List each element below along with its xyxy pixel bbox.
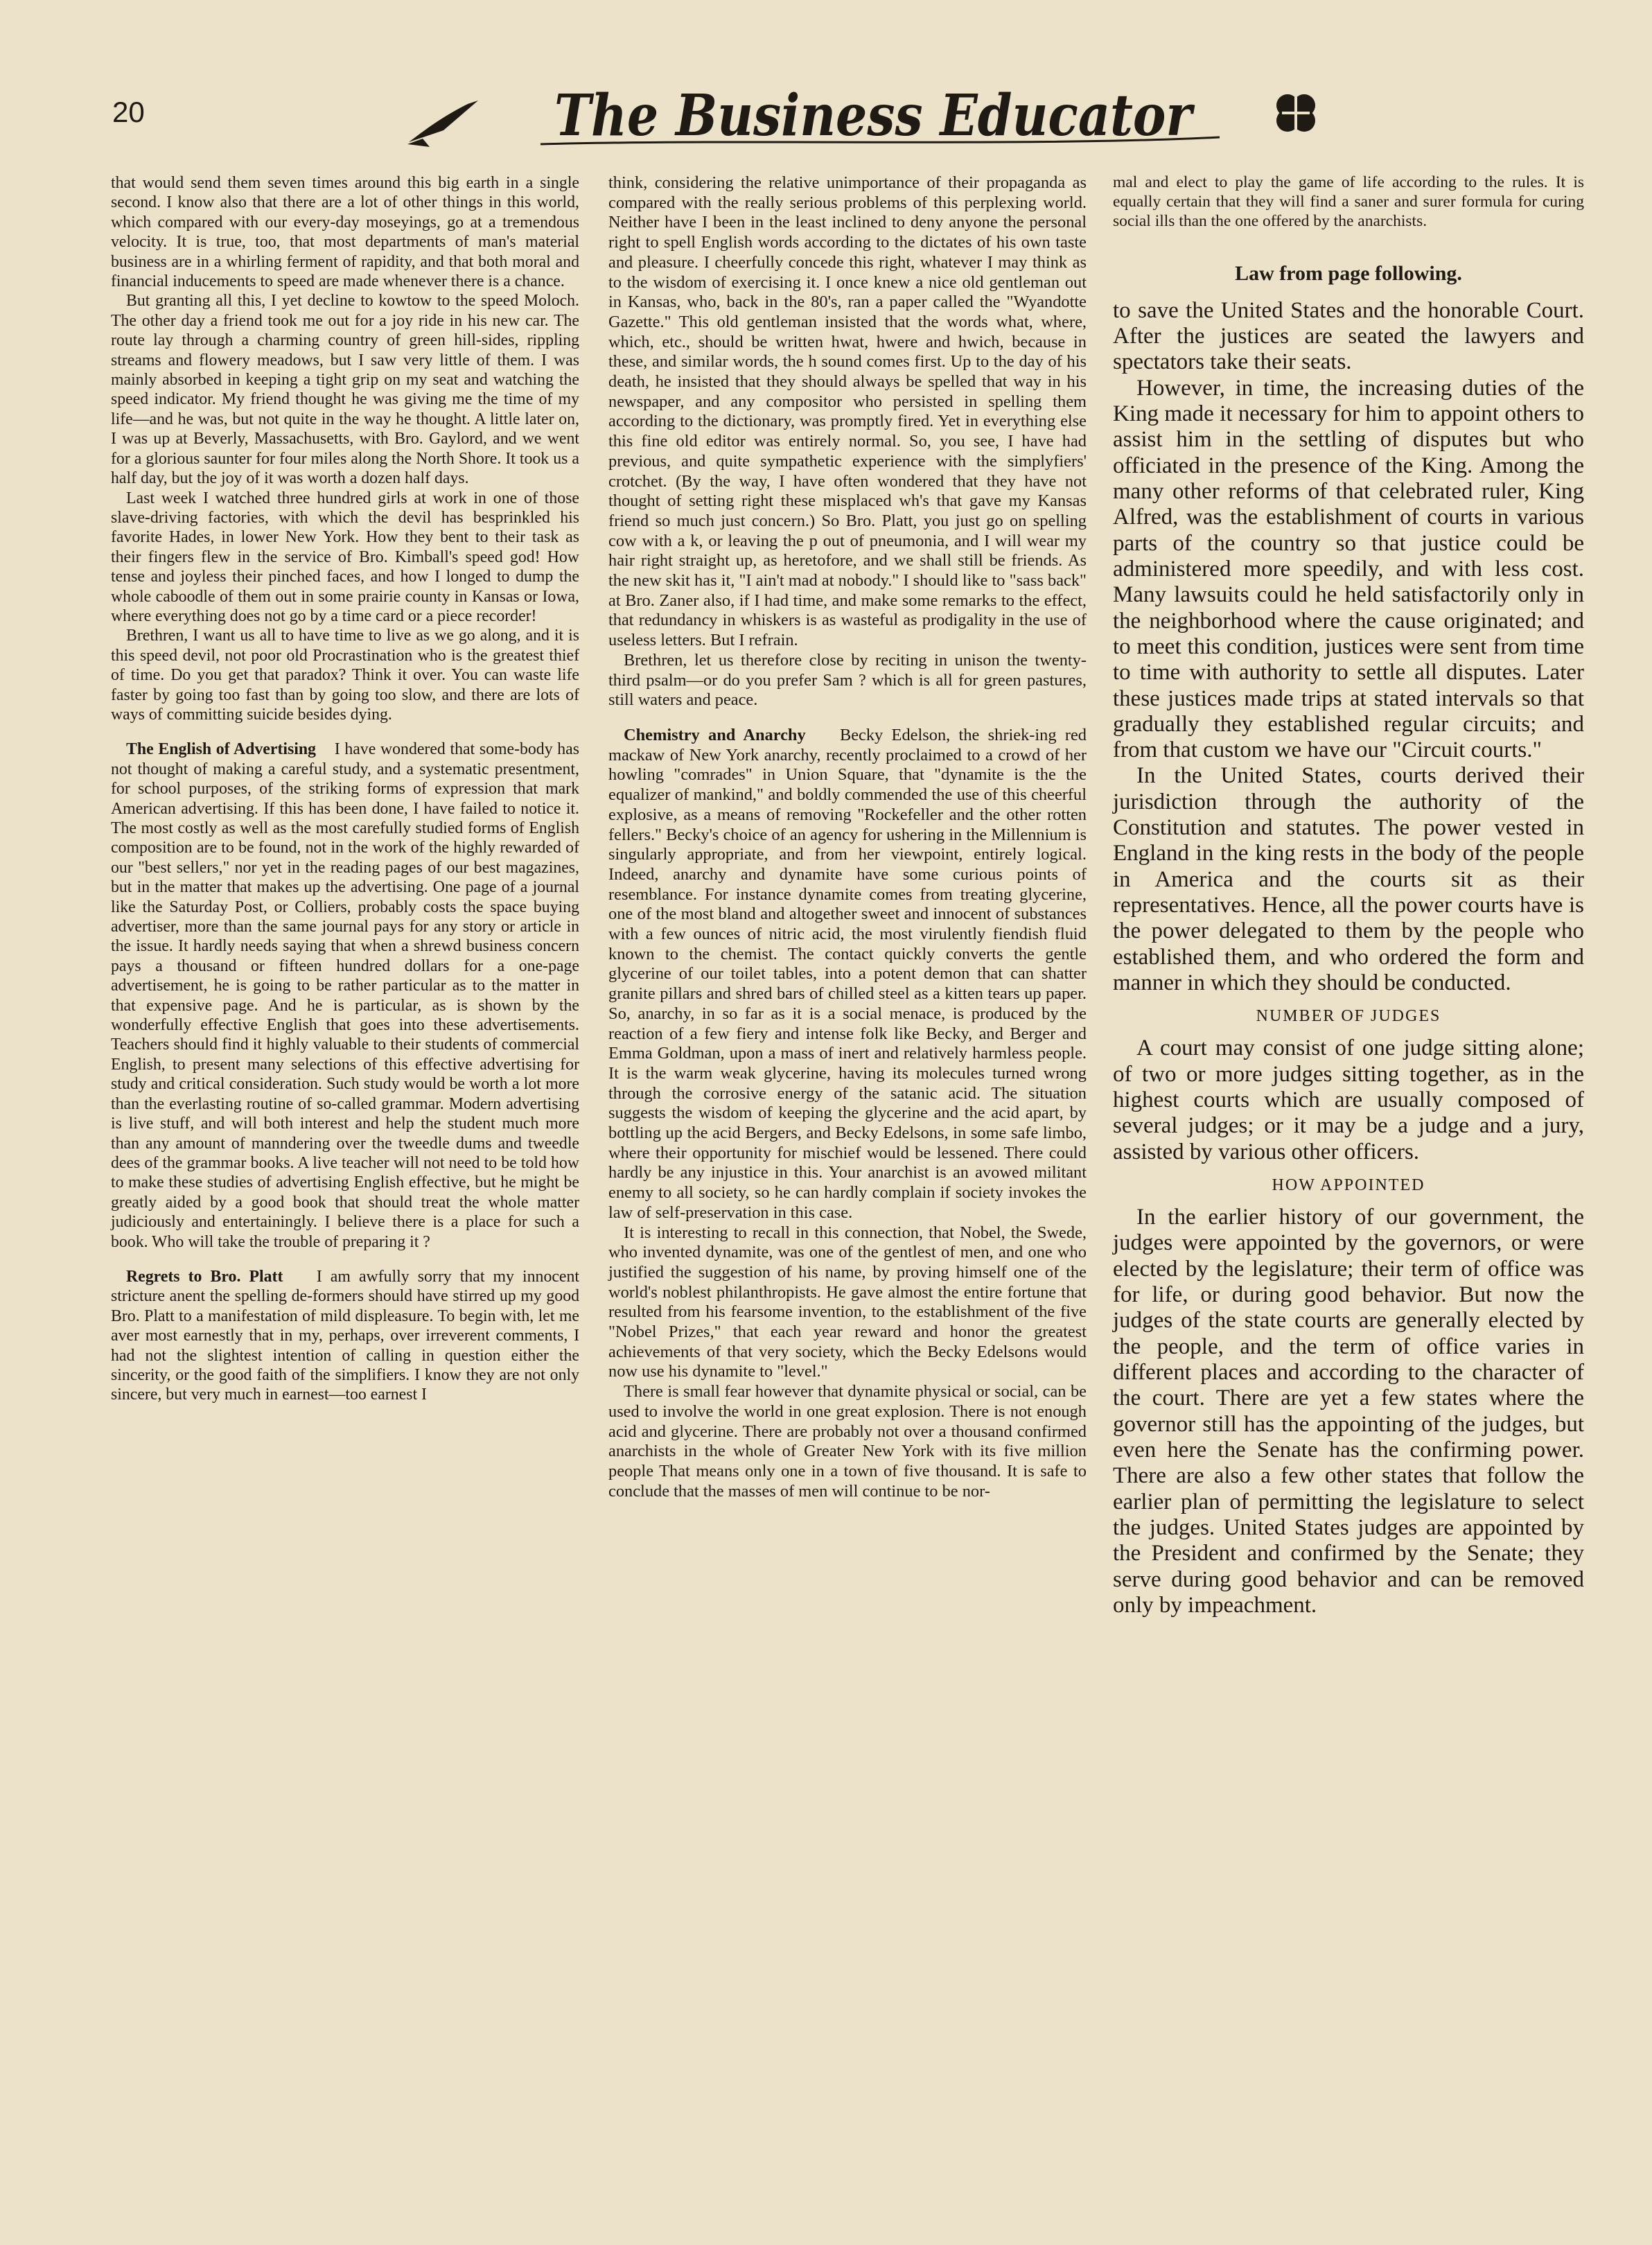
section-body: I am awfully sorry that my innocent stricture anent the spelling de-formers should have stirred up my good Bro. Platt to a manifestation of mild displeasure. To begin with, let me aver most earnestly that in my, perhaps, over irreverent comments, I had not the slightest intention of calling in question either the sincerity, or the good faith of the simplifiers. I know they are not only sincere, but very much in earnest—too earnest I: [111, 1267, 579, 1404]
section-heading: The English of Advertising: [126, 740, 316, 759]
masthead-graphic: [402, 69, 1344, 152]
paragraph: A court may consist of one judge sitting alone; of two or more judges sitting together, as in the highest courts which are usually composed of several judges; or it may be a judge and a jury, assisted by various other officers.: [1113, 1036, 1584, 1164]
paragraph: It is interesting to recall in this connection, that Nobel, the Swede, who invented dynamite, was one of the gentlest of men, and one who justified the suggestion of his name, by proving himself one of the world's noblest philanthropists. He gave almost the entire fortune that resulted from his fearsome invention, to the establishment of the five "Nobel Prizes," that each year reward and honor the greatest achievements of that very society, which the Becky Edelsons would now use his dynamite to "level.": [608, 1223, 1087, 1381]
section-body: Becky Edelson, the shriek-ing red mackaw of New York anarchy, recently proclaimed to a crowd of her howling "comrades" in Union Square, that "dynamite is the the equalizer of mankind," and boldly commended the use of this cheerful explosive, as a means of removing "Rockefeller and the other rotten fellers." Becky's choice of an agency for ushering in the Millennium is singularly appropriate, and from her viewpoint, entirely logical. Indeed, anarchy and dynamite have some curious points of resemblance. For instance dynamite comes from treating glycerine, one of the most bland and altogether sweet and innocent of substances with a few ounces of nitric acid, the most virulently fiendish fluid known to the chemist. The contact quickly converts the gentle glycerine of our toilet tables, into a potent demon that can shatter granite pillars and shred bars of chilled steel as a kitten tears up paper. So, anarchy, in so far as it is a social menace, is produced by the reaction of a few fiery and intense folk like Becky, and Berger and Emma Goldman, upon a mass of inert and relatively harmless people. It is the warm weak glycerine, having its molecules turned wrong through the corrosive energy of the satanic acid. The situation suggests the wisdom of keeping the glycerine and the acid apart, by bottling up the acid Bergers, and Becky Edelsons, in some safe limbo, where their opportunity for mischief would be lessened. There could hardly be any injustice in this. Your anarchist is an avowed militant enemy to all society, so he can hardly complain if society invokes the law of self-preservation in this case.: [608, 725, 1087, 1222]
column-2: [608, 173, 1087, 1501]
masthead-title: The Business Educator: [554, 82, 1196, 149]
subheading-how-appointed: HOW APPOINTED: [1272, 1176, 1425, 1194]
section-regrets: [111, 1267, 579, 1405]
paragraph: to save the United States and the honorable Court. After the justices are seated the lawyers and spectators take their seats.: [1113, 297, 1584, 375]
page-number: 20: [112, 96, 145, 128]
section-english-advertising: [111, 740, 579, 1252]
emblem-icon: [1276, 94, 1315, 132]
masthead: [402, 69, 1344, 152]
paragraph: There is small fear however that dynamite physical or social, can be used to involve the world in one great explosion. There is not enough acid and glycerine. There are probably not over a thousand confirmed anarchists in the whole of Greater New York with its five million people That means only one in a town of five thousand. It is safe to conclude that the masses of men will continue to be nor-: [608, 1382, 1087, 1501]
paragraph: But granting all this, I yet decline to kowtow to the speed Moloch. The other day a friend took me out for a joy ride in his new car. The route lay through a charming country of green hill-sides, rippling streams and flowery meadows, but I saw very little of them. I was mainly absorbed in keeping a tight grip on my seat and watching the speed indicator. My friend thought he was giving me the time of my life—and he was, but not quite in the way he thought. A little later on, I was up at Beverly, Massachusetts, with Bro. Gaylord, and we went for a glorious saunter for four miles along the North Shore. It took us a half day, but the joy of it was worth a dozen half days.: [111, 292, 579, 488]
section-chemistry-anarchy: [608, 726, 1087, 1223]
paragraph: think, considering the relative unimportance of their propaganda as compared with the really serious problems of this perplexing world. Neither have I been in the least inclined to deny anyone the personal right to spell English words according to the dictates of his own taste and pleasure. I cheerfully concede this right, whatever I may think as to the wisdom of exercising it. I once knew a nice old gentleman out in Kansas, who, back in the 80's, ran a paper called the "Wyandotte Gazette." This old gentleman insisted that the words what, where, which, etc., should be written hwat, hwere and hwich, because in these, and similar words, the h sound comes first. Up to the day of his death, he insisted that they should always be spelled that way in his newspaper, and any compositor who persisted in spelling them according to the dictionary, was promptly fired. Yet in everything else this fine old editor was entirely normal. So, you see, I have had previous, and quite sympathetic experience with the simplyfiers' crotchet. (By the way, I have often wondered that they have not thought of setting right these misplaced wh's that gave my Kansas friend so much just concern.) So Bro. Platt, you just go on spelling cow with a k, or leaving the p out of pneumonia, and I will wear my hair right straight up, as heretofore, and we shall still be friends. As the new skit has it, "I ain't mad at nobody." I should like to "sass back" at Bro. Zaner also, if I had time, and make some remarks to the effect, that redundancy in whiskers is as wasteful as prodigality in the use of useless letters. But I refrain.: [608, 173, 1087, 650]
subheading-number-of-judges: NUMBER OF JUDGES: [1256, 1007, 1441, 1026]
section-heading: Chemistry and Anarchy: [624, 725, 806, 744]
paragraph: Brethren, I want us all to have time to live as we go along, and it is this speed devil, not poor old Procrastination who is the greatest thief of time. Do you get that paradox? Think it over. You can waste life faster by going too fast than by going too slow, and there are lots of ways of committing suicide besides dying.: [111, 627, 579, 724]
paragraph: mal and elect to play the game of life according to the rules. It is equally certain that they will find a saner and surer formula for curing social ills than the one offered by the anarchists.: [1113, 173, 1584, 230]
section-body: I have wondered that some-body has not thought of making a careful study, and a systematic presentment, for school purposes, of the striking forms of expression that mark American advertising. If this has been done, I have failed to notice it. The most costly as well as the most carefully studied forms of English composition are to be found, not in the work of the highly rewarded of our "best sellers," nor yet in the reading pages of our best magazines, but in the matter that makes up the advertising. One page of a journal like the Saturday Post, or Colliers, probably costs the space buying advertiser, more than the same journal pays for any story or article in the issue. It hardly needs saying that when a shrewd business concern pays a thousand or fifteen hundred dollars for a one-page advertisement, he is going to be rather particular as to the matter in that expensive page. And he is particular, as is shown by the wonderfully effective English that goes into these advertisements. Teachers should find it highly valuable to their students of commercial English, to present many selections of this effective advertising for study and critical consideration. Such study would be worth a lot more than the everlasting routine of so-called grammar. Modern advertising is live stuff, and will both interest and help the student much more than any amount of manndering over the tweedle dums and tweedle dees of the grammar books. A live teacher will not need to be told how to make these studies of advertising English effective, but he might be greatly aided by a good book that should treat the whole matter judiciously and entertainingly. I believe there is a place for such a book. Who will take the trouble of preparing it ?: [111, 740, 580, 1251]
column-3: [1113, 173, 1584, 1618]
paragraph: In the earlier history of our government, the judges were appointed by the governors, or were elected by the legislature; their term of office was for life, or during good behavior. But now the judges of the state courts are generally elected by the people, and the term of office varies in different places and according to the character of the court. There are yet a few states where the governor still has the appointing of the judges, but even here the Senate has the confirming power. There are also a few other states that follow the earlier plan of permitting the legislature to select the judges. United States judges are appointed by the President and confirmed by the Senate; they serve during good behavior and can be removed only by impeachment.: [1113, 1205, 1584, 1618]
paragraph: In the United States, courts derived their jurisdiction through the authority of the Constitution and statutes. The power vested in England in the king rests in the body of the people in America and the courts sit as their representatives. Hence, all the power courts have is the power delegated to them by the people who established them, and who ordered the form and manner in which they should be conducted.: [1113, 763, 1584, 995]
paragraph: Last week I watched three hundred girls at work in one of those slave-driving factories, with which the devil has besprinkled his favorite Hades, in lower New York. How they bent to their task as their fingers flew in the service of Bro. Kimball's speed god! How tense and joyless their pinched faces, and how I longed to dump the whole caboodle of them out in some prairie county in Kansas or Iowa, where everything does not go by a time card or a piece recorder!: [111, 489, 579, 625]
column-1: [111, 173, 579, 1405]
paragraph: However, in time, the increasing duties of the King made it necessary for him to appoint others to assist him in the settling of disputes but who officiated in the presence of the King. Among the many other reforms of that celebrated ruler, King Alfred, was the establishment of courts in various parts of the country so that justice could be administered more speedily, and with less cost. Many lawsuits could he held satisfactorily only in the neighborhood where the cause originated; and to meet this condition, justices were sent from time to time with authority to settle all disputes. Later these justices made trips at stated intervals so that gradually they established regular circuits; and from that custom we have our "Circuit courts.": [1113, 375, 1584, 763]
paragraph: that would send them seven times around this big earth in a single second. I know also that there are a lot of other things in this world, which compared with our every-day moseyings, go at a tremendous velocity. It is true, too, that most departments of man's material business are in a whirling ferment of rapidity, and that both moral and financial inducements to speed are made whenever there is a chance.: [111, 174, 579, 291]
paragraph: Brethren, let us therefore close by reciting in unison the twenty-third psalm—or do you prefer Sam ? which is all for green pastures, still waters and peace.: [608, 650, 1087, 710]
quill-icon: [407, 101, 478, 147]
law-heading: Law from page following.: [1235, 261, 1462, 285]
section-heading: Regrets to Bro. Platt: [126, 1267, 283, 1286]
